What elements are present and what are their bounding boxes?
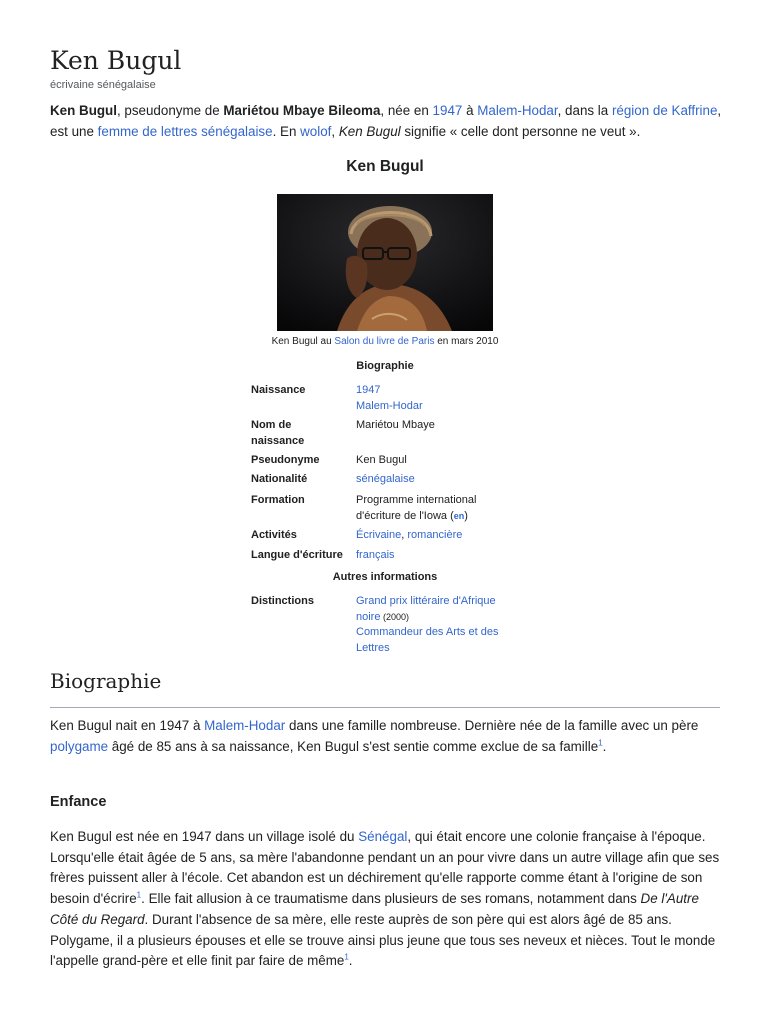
link-commandeur[interactable]: [356, 626, 498, 654]
enfance-text: Ken Bugul est née en 1947 dans un village isolé du: [50, 829, 359, 844]
paren: ): [464, 509, 468, 522]
enfance-text: , qui était encore une colonie française à l'époque. Lorsqu'elle était âgée de 5 ans, sa mère l'abandonne pendant un an pour vivre dans un autre village afin que ses frères puissent aller à l'école. Cet abandon est un déchirement qu'elle rapporte comme étant à l'origine de son besoin d'écrire: [50, 829, 720, 907]
enfance-text: . Elle fait allusion à ce traumatisme dans plusieurs de ses romans, notamment dans: [141, 891, 641, 907]
prize-line: Commandeur des Arts et des: [356, 626, 499, 638]
infobox-label-naissance: Naissance: [251, 384, 306, 396]
link-infobox-malem-hodar[interactable]: Malem-Hodar: [356, 399, 423, 412]
infobox-value-langue: [356, 548, 526, 564]
intro-text: signifie « celle dont personne ne veut ».: [400, 123, 641, 139]
link-senegalaise[interactable]: sénégalaise: [356, 473, 415, 485]
link-lang-en[interactable]: en: [453, 510, 465, 521]
infobox-label-distinctions: Distinctions: [251, 595, 314, 607]
link-francais[interactable]: français: [356, 549, 395, 561]
intro-name-italic: Ken Bugul: [338, 123, 401, 139]
link-romanciere[interactable]: romancière: [407, 529, 463, 541]
formation-line: d'écriture de l'Iowa: [356, 509, 448, 522]
infobox-photo[interactable]: [277, 194, 493, 331]
infobox-value-naissance: [356, 383, 526, 414]
intro-text: . En: [272, 123, 301, 139]
caption-text: Ken Bugul au: [271, 336, 335, 347]
section-heading-enfance: Enfance: [50, 794, 107, 810]
portrait-image: [277, 194, 493, 331]
book-title: De l'Autre Côté du Regard: [50, 891, 699, 927]
infobox-value-pseudonyme: Ken Bugul: [356, 454, 407, 466]
intro-text: , née en: [380, 103, 433, 118]
intro-text: à: [462, 103, 478, 118]
infobox-value-nom-naissance: Mariétou Mbaye: [356, 419, 435, 431]
link-grand-prix[interactable]: [356, 595, 496, 623]
prize-line: Lettres: [356, 641, 390, 654]
link-salon-du-livre[interactable]: Salon du livre de Paris: [334, 336, 435, 347]
bio-text: âgé de 85 ans à sa naissance, Ken Bugul s'est sentie comme exclue de sa famille: [108, 738, 599, 754]
prize-year: (2000): [380, 611, 409, 622]
link-region-kaffrine[interactable]: région de Kaffrine: [611, 103, 718, 118]
reference-1[interactable]: 1: [136, 890, 142, 900]
infobox-value-distinctions: [356, 594, 526, 656]
infobox-value-nationalite: [356, 472, 526, 488]
label-line: naissance: [251, 434, 305, 447]
page-title: Ken Bugul: [50, 46, 182, 75]
bio-text: dans une famille nombreuse. Dernière née de la famille avec un père: [285, 718, 699, 733]
link-ecrivaine[interactable]: Écrivaine: [356, 529, 402, 541]
infobox-label-pseudonyme: Pseudonyme: [251, 454, 320, 466]
intro-text: , est une: [50, 103, 722, 139]
label-line: Nom de: [251, 419, 292, 431]
prize-line: noire: [356, 610, 381, 623]
intro-paragraph: [50, 101, 722, 142]
infobox-label-nom-naissance: [251, 418, 347, 449]
paren: (: [447, 509, 454, 522]
infobox-label-nationalite: Nationalité: [251, 473, 308, 485]
intro-text: , pseudonyme de: [116, 103, 224, 118]
link-1947[interactable]: 1947: [432, 103, 463, 118]
enfance-text: . Durant l'absence de sa mère, elle reste auprès de son père qui est alors âgé de 85 ans. Polygame, il a plusieurs épouses et elle se trouve ainsi plus jeune que tous ses neveux et nièces. Tout le monde l'appelle grand-père et elle finit par faire de même: [50, 911, 716, 969]
caption-text: en mars 2010: [434, 336, 499, 347]
enfance-text: .: [348, 953, 353, 969]
link-senegal[interactable]: Sénégal: [358, 829, 408, 844]
intro-text: ,: [331, 123, 339, 139]
intro-name: Ken Bugul: [50, 103, 117, 118]
link-wolof[interactable]: wolof: [300, 123, 332, 139]
link-malem-hodar[interactable]: Malem-Hodar: [477, 103, 558, 118]
reference-1[interactable]: 1: [344, 952, 349, 962]
bio-text: Ken Bugul nait en 1947 à: [50, 718, 205, 733]
page-subtitle: écrivaine sénégalaise: [50, 79, 156, 91]
infobox-title: Ken Bugul: [346, 158, 424, 175]
infobox-value-formation: [356, 493, 526, 524]
intro-text: , dans la: [557, 103, 612, 118]
intro-real-name: Mariétou Mbaye Bileoma: [223, 103, 381, 118]
section-heading-biographie: Biographie: [50, 669, 162, 693]
formation-line: Programme international: [356, 494, 477, 506]
infobox-label-langue: Langue d'écriture: [251, 549, 343, 561]
infobox-caption: [230, 336, 540, 347]
infobox-label-formation: Formation: [251, 494, 305, 506]
link-bio-malem-hodar[interactable]: Malem-Hodar: [204, 718, 286, 733]
enfance-paragraph: [50, 827, 722, 972]
biographie-paragraph: [50, 716, 722, 757]
link-femme-de-lettres[interactable]: femme de lettres sénégalaise: [97, 123, 273, 139]
infobox-section-autres: Autres informations: [332, 571, 438, 583]
infobox-section-biographie: Biographie: [356, 360, 414, 372]
link-polygame[interactable]: polygame: [50, 738, 109, 754]
link-infobox-1947[interactable]: 1947: [356, 384, 381, 396]
separator: ,: [401, 529, 408, 541]
bio-text: .: [602, 738, 607, 754]
section-divider: [50, 707, 720, 708]
prize-line: Grand prix littéraire d'Afrique: [356, 595, 496, 607]
infobox-label-activites: Activités: [251, 529, 297, 541]
reference-1[interactable]: 1: [598, 738, 603, 748]
infobox-value-activites: [356, 528, 526, 544]
